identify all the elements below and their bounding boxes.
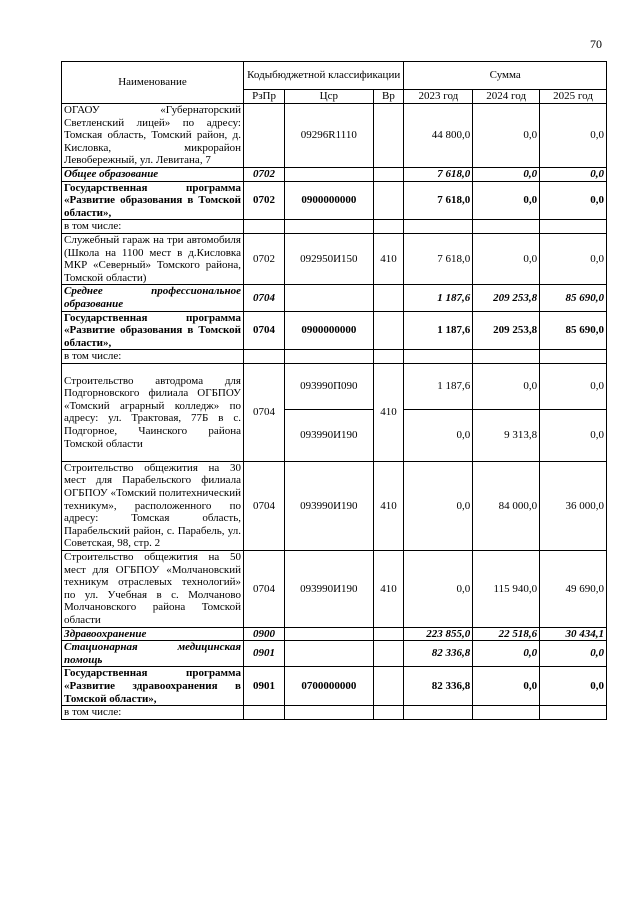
row-vr xyxy=(373,104,404,168)
row-name: Строительство общежития на 30 мест для Парабельского филиала ОГБПОУ «Томский политехнический техникум», расположенного по адресу: Томская область, Парабельский район, с. Парабель, ул. Советская, 98, стр. 2 xyxy=(62,461,244,550)
row-2025: 30 434,1 xyxy=(540,627,607,641)
row-2024: 0,0 xyxy=(473,167,540,181)
row-rzpr: 0704 xyxy=(243,363,284,461)
row-rzpr: 0704 xyxy=(243,461,284,550)
table-row xyxy=(62,311,607,350)
table-row xyxy=(62,285,607,311)
table-row xyxy=(62,181,607,220)
row-rzpr: 0704 xyxy=(243,285,284,311)
row-2024: 209 253,8 xyxy=(473,311,540,350)
row-vr xyxy=(373,641,404,667)
row-name: в том числе: xyxy=(62,220,244,234)
row-vr xyxy=(373,311,404,350)
row-2025: 0,0 xyxy=(540,667,607,706)
table-row xyxy=(62,667,607,706)
row-vr xyxy=(373,181,404,220)
row-2024: 84 000,0 xyxy=(473,461,540,550)
row-name: Здравоохранение xyxy=(62,627,244,641)
row-2025: 0,0 xyxy=(540,167,607,181)
row-2023: 1 187,6 xyxy=(404,363,473,409)
row-vr xyxy=(373,285,404,311)
row-name: Строительство общежития на 50 мест для ОГБПОУ «Молчановский техникум отраслевых технологий» по ул. Учебная в с. Молчаново Молчановского района Томской области xyxy=(62,551,244,628)
row-vr: 410 xyxy=(373,233,404,284)
row-csr: 093990И190 xyxy=(285,409,373,461)
table-row xyxy=(62,641,607,667)
table-row xyxy=(62,461,607,550)
table-row xyxy=(62,363,607,409)
row-name: Строительство автодрома для Подгорновского филиала ОГБПОУ «Томский аграрный колледж» по адресу: ул. Трактовая, 77Б в с. Подгорное, Чаинского района Томской области xyxy=(62,363,244,461)
row-2024: 0,0 xyxy=(473,363,540,409)
row-name: ОГАОУ «Губернаторский Светленский лицей» по адресу: Томская область, Томский район, д. Кисловка, микрорайон Левобережный, ул. Левитана, 7 xyxy=(62,104,244,168)
row-csr: 0700000000 xyxy=(285,667,373,706)
header-csr: Цср xyxy=(285,90,373,104)
row-csr: 093990И190 xyxy=(285,461,373,550)
row-rzpr: 0702 xyxy=(243,233,284,284)
table-row xyxy=(62,220,607,234)
row-2024: 22 518,6 xyxy=(473,627,540,641)
row-2024: 0,0 xyxy=(473,104,540,168)
row-name: в том числе: xyxy=(62,706,244,720)
row-vr: 410 xyxy=(373,461,404,550)
row-rzpr: 0702 xyxy=(243,181,284,220)
row-name: Стационарная медицинская помощь xyxy=(62,641,244,667)
row-2025: 85 690,0 xyxy=(540,311,607,350)
row-2023: 1 187,6 xyxy=(404,311,473,350)
table-row xyxy=(62,350,607,364)
row-vr xyxy=(373,667,404,706)
row-2024: 209 253,8 xyxy=(473,285,540,311)
table-row xyxy=(62,551,607,628)
header-2024: 2024 год xyxy=(473,90,540,104)
row-2025: 0,0 xyxy=(540,181,607,220)
row-csr: 09296R1110 xyxy=(285,104,373,168)
row-2023: 1 187,6 xyxy=(404,285,473,311)
row-2023: 0,0 xyxy=(404,461,473,550)
row-2023: 82 336,8 xyxy=(404,641,473,667)
header-sum: Сумма xyxy=(404,62,607,90)
row-rzpr: 0900 xyxy=(243,627,284,641)
row-2023: 44 800,0 xyxy=(404,104,473,168)
row-2025: 0,0 xyxy=(540,104,607,168)
row-2023: 82 336,8 xyxy=(404,667,473,706)
row-2025: 0,0 xyxy=(540,363,607,409)
row-csr: 093990И190 xyxy=(285,551,373,628)
row-csr xyxy=(285,285,373,311)
row-rzpr: 0704 xyxy=(243,551,284,628)
row-csr: 093990П090 xyxy=(285,363,373,409)
row-2025: 49 690,0 xyxy=(540,551,607,628)
table-row xyxy=(62,104,607,168)
row-vr xyxy=(373,167,404,181)
row-rzpr: 0704 xyxy=(243,311,284,350)
header-2025: 2025 год xyxy=(540,90,607,104)
row-rzpr: 0901 xyxy=(243,667,284,706)
row-csr xyxy=(285,627,373,641)
header-vr: Вр xyxy=(373,90,404,104)
row-name: Среднее профессиональное образование xyxy=(62,285,244,311)
row-name: в том числе: xyxy=(62,350,244,364)
row-2023: 7 618,0 xyxy=(404,167,473,181)
row-2024: 0,0 xyxy=(473,641,540,667)
row-rzpr: 0702 xyxy=(243,167,284,181)
row-2023: 223 855,0 xyxy=(404,627,473,641)
row-2023: 7 618,0 xyxy=(404,181,473,220)
row-2024: 9 313,8 xyxy=(473,409,540,461)
table-row xyxy=(62,167,607,181)
row-csr: 092950И150 xyxy=(285,233,373,284)
row-2025: 0,0 xyxy=(540,641,607,667)
row-2023: 0,0 xyxy=(404,409,473,461)
row-name: Государственная программа «Развитие образования в Томской области», xyxy=(62,181,244,220)
row-csr xyxy=(285,641,373,667)
row-rzpr: 0901 xyxy=(243,641,284,667)
header-codes: Кодыбюджетной классификации xyxy=(243,62,403,90)
table-row xyxy=(62,706,607,720)
row-2025: 0,0 xyxy=(540,233,607,284)
row-name: Государственная программа «Развитие образования в Томской области», xyxy=(62,311,244,350)
row-name: Общее образование xyxy=(62,167,244,181)
row-2025: 36 000,0 xyxy=(540,461,607,550)
row-2025: 0,0 xyxy=(540,409,607,461)
row-2024: 0,0 xyxy=(473,181,540,220)
row-vr: 410 xyxy=(373,551,404,628)
row-vr: 410 xyxy=(373,363,404,461)
row-2023: 7 618,0 xyxy=(404,233,473,284)
row-2024: 0,0 xyxy=(473,667,540,706)
table-row xyxy=(62,233,607,284)
header-rzpr: РзПр xyxy=(243,90,284,104)
header-2023: 2023 год xyxy=(404,90,473,104)
row-2024: 0,0 xyxy=(473,233,540,284)
page-number: 70 xyxy=(590,37,602,51)
row-name: Государственная программа «Развитие здравоохранения в Томской области», xyxy=(62,667,244,706)
row-csr xyxy=(285,167,373,181)
row-rzpr xyxy=(243,104,284,168)
row-csr: 0900000000 xyxy=(285,311,373,350)
row-vr xyxy=(373,627,404,641)
row-csr: 0900000000 xyxy=(285,181,373,220)
table-row xyxy=(62,627,607,641)
row-2023: 0,0 xyxy=(404,551,473,628)
row-2025: 85 690,0 xyxy=(540,285,607,311)
header-row-1 xyxy=(62,62,607,90)
header-name: Наименование xyxy=(62,62,244,104)
row-name: Служебный гараж на три автомобиля (Школа на 1100 мест в д.Кисловка МКР «Северный» Томского района, Томской области) xyxy=(62,233,244,284)
row-2024: 115 940,0 xyxy=(473,551,540,628)
budget-table xyxy=(61,61,607,720)
